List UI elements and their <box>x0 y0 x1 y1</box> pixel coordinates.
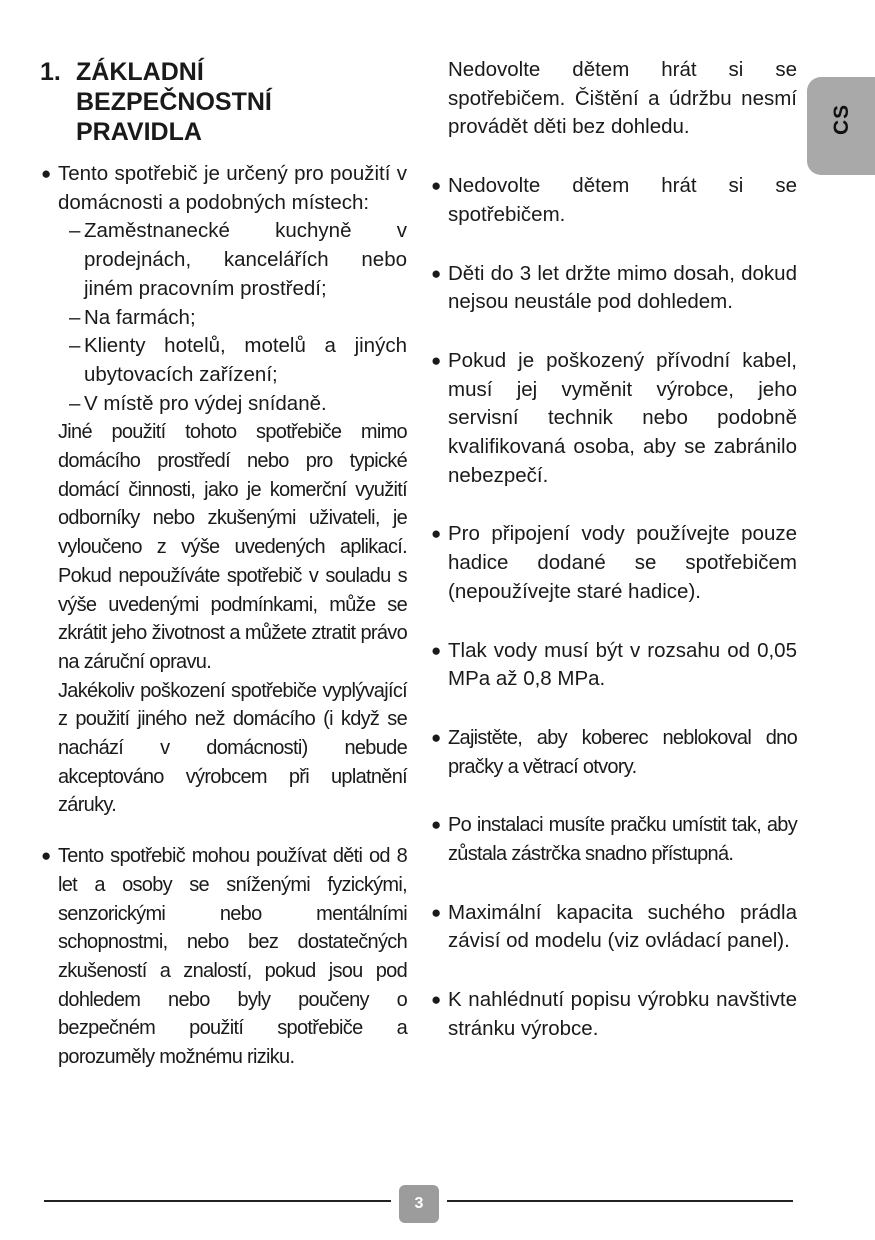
list-item <box>430 986 797 1043</box>
list-item <box>430 724 797 781</box>
section-title: ZÁKLADNÍ BEZPEČNOSTNÍ PRAVIDLA <box>76 58 272 146</box>
bullet-icon: ● <box>41 846 51 866</box>
bullet-icon: ● <box>431 263 442 283</box>
bullet-icon: ● <box>431 176 442 196</box>
left-column <box>40 160 407 1072</box>
list-item <box>40 842 407 1072</box>
footer-rule-left <box>44 1200 391 1202</box>
bullet-text: Maximální kapacita suchého prádla závisí od modelu (viz ovládací panel). <box>448 900 797 953</box>
bullet-icon: ● <box>431 815 441 835</box>
bullet-text: Tento spotřebič mohou používat děti od 8 let a osoby se sníženými fyzickými, senzorickými nebo mentálními schopnostmi, nebo bez dostatečných zkušeností a znalostí, pokud jsou pod dohledem nebo byly poučeny o bezpečném použití spotřebiče a porozuměly možnému riziku. <box>58 845 407 1069</box>
bullet-icon: ● <box>431 902 442 922</box>
language-tab <box>807 77 875 175</box>
right-column <box>430 56 797 1044</box>
bullet-text: Tento spotřebič je určený pro použití v domácnosti a podobných místech: <box>58 162 407 214</box>
dash-icon: – <box>69 391 81 415</box>
list-item <box>430 520 797 606</box>
bullet-text: Děti do 3 let držte mimo dosah, dokud nejsou neustále pod dohledem. <box>448 261 797 314</box>
dash-icon: – <box>69 305 81 329</box>
bullet-text: Pokud je poškozený přívodní kabel, musí jej vyměnit výrobce, jeho servisní technik nebo podobně kvalifikovaná osoba, aby se zabránilo nebezpečí. <box>448 348 797 487</box>
sub-list-item <box>40 390 407 419</box>
sub-item-text: Na farmách; <box>84 305 196 329</box>
list-item <box>430 899 797 956</box>
sub-item-text: Klienty hotelů, motelů a jiných ubytovacích zařízení; <box>84 334 407 386</box>
bullet-icon: ● <box>431 350 442 370</box>
bullet-text: K nahlédnutí popisu výrobku navštivte stránku výrobce. <box>448 988 797 1040</box>
list-item <box>430 172 797 229</box>
sub-item-text: V místě pro výdej snídaně. <box>84 391 327 415</box>
page-number-badge <box>399 1185 439 1223</box>
dash-icon: – <box>69 334 81 358</box>
sub-list-item <box>40 217 407 303</box>
list-item <box>430 260 797 317</box>
paragraph: Jiné použití tohoto spotřebiče mimo domácího prostředí nebo pro typické domácí činnosti, jako je komerční využití odborníky nebo zkušenými uživateli, je vyloučeno z výše uvedených aplikací. Pokud nepoužíváte spotřebič v souladu s výše uvedenými podmínkami, může se zkrátit jeho životnost a můžete ztratit právo na záruční opravu. <box>58 421 407 673</box>
bullet-icon: ● <box>431 640 442 660</box>
dash-icon: – <box>69 219 81 243</box>
sub-list-item <box>40 332 407 389</box>
sub-item-text: Zaměstnanecké kuchyně v prodejnách, kancelářích nebo jiném pracovním prostředí; <box>84 219 407 300</box>
bullet-icon: ● <box>431 727 441 747</box>
bullet-icon: ● <box>431 524 442 544</box>
bullet-text: Pro připojení vody používejte pouze hadice dodané se spotřebičem (nepoužívejte staré hadice). <box>448 522 797 603</box>
language-code: CS <box>830 103 853 135</box>
bullet-icon: ● <box>41 164 52 183</box>
bullet-text: Tlak vody musí být v rozsahu od 0,05 MPa až 0,8 MPa. <box>448 638 797 691</box>
section-number: 1. <box>40 58 61 86</box>
bullet-text: Nedovolte dětem hrát si se spotřebičem. <box>448 174 797 226</box>
paragraph: Jakékoliv poškození spotřebiče vyplývající z použití jiného než domácího (i když se nachází v domácnosti) nebude akceptováno výrobcem při uplatnění záruky. <box>58 679 407 817</box>
paragraph: Nedovolte dětem hrát si se spotřebičem. Čištění a údržbu nesmí provádět děti bez dohledu. <box>448 58 797 139</box>
list-item <box>430 811 797 868</box>
bullet-text: Po instalaci musíte pračku umístit tak, aby zůstala zástrčka snadno přístupná. <box>448 814 797 866</box>
list-item <box>40 160 407 217</box>
page-number: 3 <box>414 1195 424 1212</box>
list-item <box>430 347 797 491</box>
sub-list-item <box>40 304 407 333</box>
bullet-icon: ● <box>431 990 442 1010</box>
list-item <box>430 637 797 694</box>
footer-rule-right <box>447 1200 793 1202</box>
bullet-text: Zajistěte, aby koberec neblokoval dno pračky a větrací otvory. <box>448 726 797 778</box>
